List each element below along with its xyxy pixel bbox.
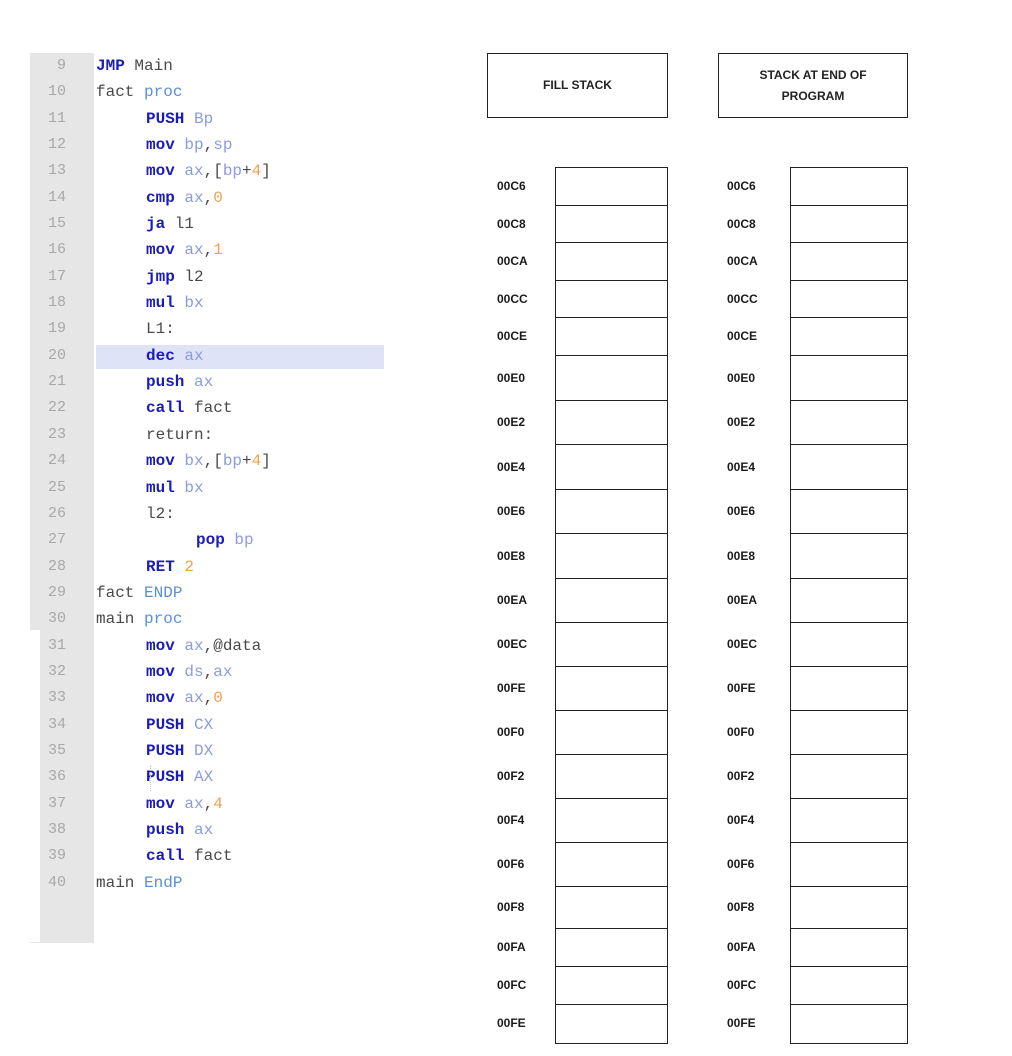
code-line[interactable] [30,264,410,290]
code-text [96,79,182,105]
code-text [146,633,261,659]
code-line[interactable] [30,290,410,316]
code-token: mov [146,636,175,655]
end-stack-cell[interactable] [790,355,908,402]
code-text [96,870,182,896]
code-token: ax [194,373,214,392]
code-line[interactable] [30,527,410,553]
code-line[interactable] [30,369,410,395]
fill-stack-cell[interactable] [555,710,668,756]
end-stack-cell[interactable] [790,578,908,624]
end-stack-address: 00E0 [727,370,756,385]
code-token: proc [144,610,183,629]
code-line[interactable] [30,580,410,606]
code-token: , [203,662,214,681]
code-token [184,768,194,786]
code-token: 0 [213,689,223,708]
code-token: ax [184,794,204,813]
code-text [146,132,232,158]
code-token [175,347,185,365]
code-token: ] [261,452,271,471]
end-stack-address: 00F2 [727,769,755,783]
end-stack-address: 00EC [727,637,758,651]
fill-stack-address: 00E8 [497,548,526,563]
code-token: + [242,452,252,471]
code-token [175,689,185,707]
line-number: 12 [47,136,66,154]
code-token: ax [213,662,233,681]
fill-stack-cell[interactable] [555,355,668,402]
fill-stack-title: FILL STACK [543,78,612,92]
code-text [146,395,232,421]
end-stack-address: 00C8 [727,216,756,231]
code-token [184,821,194,839]
line-number: 10 [47,83,66,101]
line-number: 37 [47,794,66,812]
fill-stack-address: 00FC [497,978,527,992]
fill-stack-address: 00CC [497,291,528,306]
fill-stack-address: 00F2 [497,769,525,783]
code-line[interactable] [30,106,410,132]
code-token: PUSH [146,768,185,787]
line-number: 38 [47,820,66,838]
end-stack-address: 00E8 [727,548,756,563]
fill-stack-address: 00E2 [497,415,526,429]
code-token: L1: [146,320,175,339]
end-stack-cell[interactable] [790,533,908,580]
end-stack-cell[interactable] [790,400,908,446]
fill-stack-address: 00F6 [497,857,525,871]
code-token: fact [96,83,145,102]
code-line[interactable] [30,501,410,527]
line-number: 18 [47,294,66,312]
code-token [184,110,194,128]
code-line[interactable] [30,422,410,448]
end-stack-cell[interactable] [790,205,908,244]
code-token: ,[ [203,452,223,471]
fill-stack-address: 00C6 [497,179,526,193]
code-token: ax [184,636,204,655]
code-token: bp [222,452,243,471]
code-line-highlighted[interactable] [30,343,410,369]
code-text [146,369,213,395]
code-token [175,189,185,207]
code-text [146,106,213,132]
line-number: 15 [47,215,66,233]
code-line[interactable] [30,237,410,263]
line-number: 20 [47,346,66,364]
code-token: , [203,188,214,207]
end-stack-cell[interactable] [790,317,908,357]
end-stack-address: 00CA [727,254,758,268]
code-token: , [203,689,214,708]
fill-stack-address: 00EA [497,593,528,607]
line-number: 27 [47,531,66,549]
code-token: EndP [144,873,183,892]
code-token: bx [184,452,204,471]
end-stack-cell[interactable] [790,966,908,1006]
end-stack-cell[interactable] [790,710,908,756]
fill-stack-cell[interactable] [555,754,668,800]
end-stack-address: 00F8 [727,900,755,914]
end-stack-address: 00F4 [727,813,755,827]
fill-stack-address: 00F4 [497,813,525,827]
end-stack-address: 00CE [727,329,758,343]
code-token: bx [184,294,204,313]
end-stack-address: 00FE [727,681,756,695]
fill-stack-cell[interactable] [555,167,668,207]
end-stack-cell[interactable] [790,622,908,668]
code-text [146,764,213,790]
code-token: bp [234,531,254,550]
line-number: 14 [47,188,66,206]
fill-stack-cell[interactable] [555,489,668,535]
code-token: ax [194,820,214,839]
code-token: ,[ [203,162,223,181]
end-stack-cell[interactable] [790,886,908,930]
code-token: mov [146,452,175,471]
code-token: , [203,794,214,813]
code-token: call [146,399,185,418]
code-line[interactable] [30,633,410,659]
code-line[interactable] [30,185,410,211]
code-text [146,659,232,685]
end-stack-cell[interactable] [790,242,908,282]
code-line[interactable] [30,554,410,580]
end-stack-cell[interactable] [790,280,908,319]
line-number: 36 [47,768,66,786]
code-text [146,501,175,527]
code-line[interactable] [30,606,410,632]
code-token: main [96,610,145,629]
code-token [184,716,194,734]
code-token: 4 [251,162,262,181]
code-token: call [146,847,185,866]
fill-stack-address: 00FE [497,1016,526,1030]
line-number: 32 [47,662,66,680]
line-number: 19 [47,320,66,338]
end-stack-cell[interactable] [790,754,908,800]
end-stack-address: 00F0 [727,725,755,739]
code-token [175,452,185,470]
line-number: 9 [56,57,66,74]
code-text [146,316,175,342]
fill-stack-cell[interactable] [555,666,668,712]
code-text [146,290,204,316]
code-token: bp [184,136,204,155]
code-token: mov [146,162,175,181]
code-text [196,527,254,553]
fill-stack-cell[interactable] [555,205,668,244]
fill-stack-cell[interactable] [555,798,668,844]
line-number: 16 [47,241,66,259]
line-number: 11 [47,109,66,127]
fill-stack-cell[interactable] [555,280,668,319]
end-stack-cell[interactable] [790,444,908,491]
end-stack-cell[interactable] [790,167,908,207]
line-number: 13 [47,162,66,180]
fill-stack-address: 00FA [497,940,526,954]
code-line[interactable] [30,158,410,184]
fill-stack-cell[interactable] [555,928,668,968]
code-token: Bp [194,109,214,128]
line-number: 23 [47,425,66,443]
code-token: ax [184,162,204,181]
code-line[interactable] [30,132,410,158]
code-text [96,606,182,632]
code-token: , [203,241,214,260]
code-line[interactable] [30,764,410,790]
code-token: bx [184,478,204,497]
code-line[interactable] [30,817,410,843]
code-text [146,237,223,263]
code-token: l1 [165,215,195,234]
end-stack-address: 00EA [727,593,758,607]
code-token: mov [146,136,175,155]
code-token: ax [184,689,204,708]
code-token: ax [184,188,204,207]
fill-stack-cell[interactable] [555,842,668,888]
code-line[interactable] [30,79,410,105]
code-text [146,685,223,711]
fill-stack-cell[interactable] [555,400,668,446]
line-number: 31 [47,636,66,654]
end-stack-cell[interactable] [790,798,908,844]
fill-stack-address: 00CA [497,254,528,268]
line-number: 30 [47,610,66,628]
code-listing [30,53,410,896]
code-token: AX [194,768,214,787]
code-text [146,343,204,369]
code-token: ,@data [203,636,262,655]
end-stack-header [718,53,908,118]
line-number: 21 [47,373,66,391]
code-token: l2 [174,267,204,286]
fill-stack-address: 00E0 [497,370,526,385]
fill-stack-address: 00F8 [497,900,525,914]
code-line[interactable] [30,685,410,711]
code-token: mov [146,689,175,708]
fill-stack-address: 00EC [497,637,528,651]
end-stack-cell[interactable] [790,489,908,535]
code-line[interactable] [30,211,410,237]
code-line[interactable] [30,870,410,896]
end-stack-address: 00FE [727,1016,756,1030]
end-stack-address: 00FC [727,978,757,992]
code-token: mul [146,294,175,313]
code-token: 4 [251,452,262,471]
line-number: 26 [47,504,66,522]
fill-stack-address: 00CE [497,329,528,343]
code-token: bp [222,162,243,181]
line-number: 22 [47,399,66,417]
code-text [146,422,213,448]
code-token: dec [146,346,175,365]
fill-stack-address: 00C8 [497,216,526,231]
code-token: main [96,873,145,892]
fill-stack-cell[interactable] [555,317,668,357]
code-token: mul [146,478,175,497]
line-number: 29 [47,583,66,601]
code-token: 0 [213,188,223,207]
code-text [96,53,173,79]
code-token [175,663,185,681]
code-line[interactable] [30,791,410,817]
code-text [146,817,213,843]
code-text [146,843,232,869]
fill-stack-cell[interactable] [555,578,668,624]
code-token [225,531,235,549]
code-token: ax [184,346,204,365]
code-token [175,294,185,312]
code-text [146,264,204,290]
code-token: jmp [146,267,175,286]
fill-stack-address: 00FE [497,681,526,695]
indent-guide [150,765,151,791]
line-number: 17 [47,267,66,285]
fill-stack-address: 00E4 [497,459,526,474]
fill-stack-cell[interactable] [555,444,668,491]
end-stack-cell[interactable] [790,928,908,968]
fill-stack-cell[interactable] [555,533,668,580]
code-line[interactable] [30,448,410,474]
end-stack-address: 00E6 [727,504,756,518]
code-token: fact [184,847,233,866]
code-text [146,185,223,211]
code-token [175,795,185,813]
code-token: ds [184,662,204,681]
code-token: ax [184,241,204,260]
code-token [175,637,185,655]
code-token: l2: [146,504,175,523]
code-token: proc [144,83,183,102]
code-text [96,580,182,606]
code-text [146,475,204,501]
fill-stack-cell[interactable] [555,242,668,282]
line-number: 40 [47,873,66,891]
code-line[interactable] [30,738,410,764]
code-text [146,738,213,764]
code-line[interactable] [30,475,410,501]
code-line[interactable] [30,395,410,421]
code-token: fact [96,583,145,602]
code-token: JMP [96,57,125,75]
code-token: RET [146,557,175,576]
line-number: 28 [47,557,66,575]
line-number: 35 [47,741,66,759]
code-text [146,158,271,184]
code-token: ENDP [144,583,183,602]
code-token [175,162,185,180]
code-token: pop [196,531,225,550]
fill-stack-cell[interactable] [555,886,668,930]
code-token: 4 [213,794,223,813]
code-text [146,448,271,474]
end-stack-title: STACK AT END OF PROGRAM [759,67,867,103]
code-text [146,554,194,580]
code-token: DX [194,741,214,760]
code-token: PUSH [146,109,185,128]
end-stack-address: 00E2 [727,415,756,429]
fill-stack-address: 00E6 [497,504,526,518]
code-token: mov [146,662,175,681]
code-token: ja [146,215,166,234]
code-token: sp [213,136,233,155]
code-token [184,373,194,391]
code-token: push [146,820,185,839]
code-token [175,558,185,576]
current-line-highlight [96,345,384,369]
code-token: ] [261,162,271,181]
code-token: , [203,136,214,155]
code-token: 1 [213,241,223,260]
code-token [175,136,185,154]
end-stack-cell[interactable] [790,666,908,712]
end-stack-address: 00FA [727,940,756,954]
line-number: 34 [47,715,66,733]
code-token: PUSH [146,741,185,760]
end-stack-address: 00E4 [727,459,756,474]
line-number: 24 [47,452,66,470]
code-token: PUSH [146,715,185,734]
code-token [175,479,185,497]
fill-stack-cell[interactable] [555,622,668,668]
end-stack-cell[interactable] [790,1004,908,1044]
code-token: CX [194,715,214,734]
code-token [184,742,194,760]
code-line[interactable] [30,843,410,869]
code-token: mov [146,241,175,260]
code-token: return: [146,425,214,444]
fill-stack-address: 00F0 [497,725,525,739]
code-text [146,211,194,237]
code-token: cmp [146,188,175,207]
fill-stack-header [487,53,668,118]
code-line[interactable] [30,712,410,738]
end-stack-address: 00C6 [727,179,756,193]
fill-stack-cell[interactable] [555,966,668,1006]
fill-stack-cell[interactable] [555,1004,668,1044]
code-text [146,791,223,817]
line-number: 33 [47,689,66,707]
code-token: push [146,373,185,392]
end-stack-address: 00F6 [727,857,755,871]
code-token: 2 [184,557,195,576]
code-token: fact [184,399,233,418]
code-text [146,712,213,738]
code-token: Main [124,57,173,75]
code-token [175,241,185,259]
line-number: 39 [47,847,66,865]
code-line[interactable] [30,659,410,685]
code-token: + [242,162,252,181]
code-line[interactable] [30,316,410,342]
code-line[interactable] [30,53,410,79]
end-stack-cell[interactable] [790,842,908,888]
code-token: mov [146,794,175,813]
line-number: 25 [47,478,66,496]
end-stack-address: 00CC [727,291,758,306]
